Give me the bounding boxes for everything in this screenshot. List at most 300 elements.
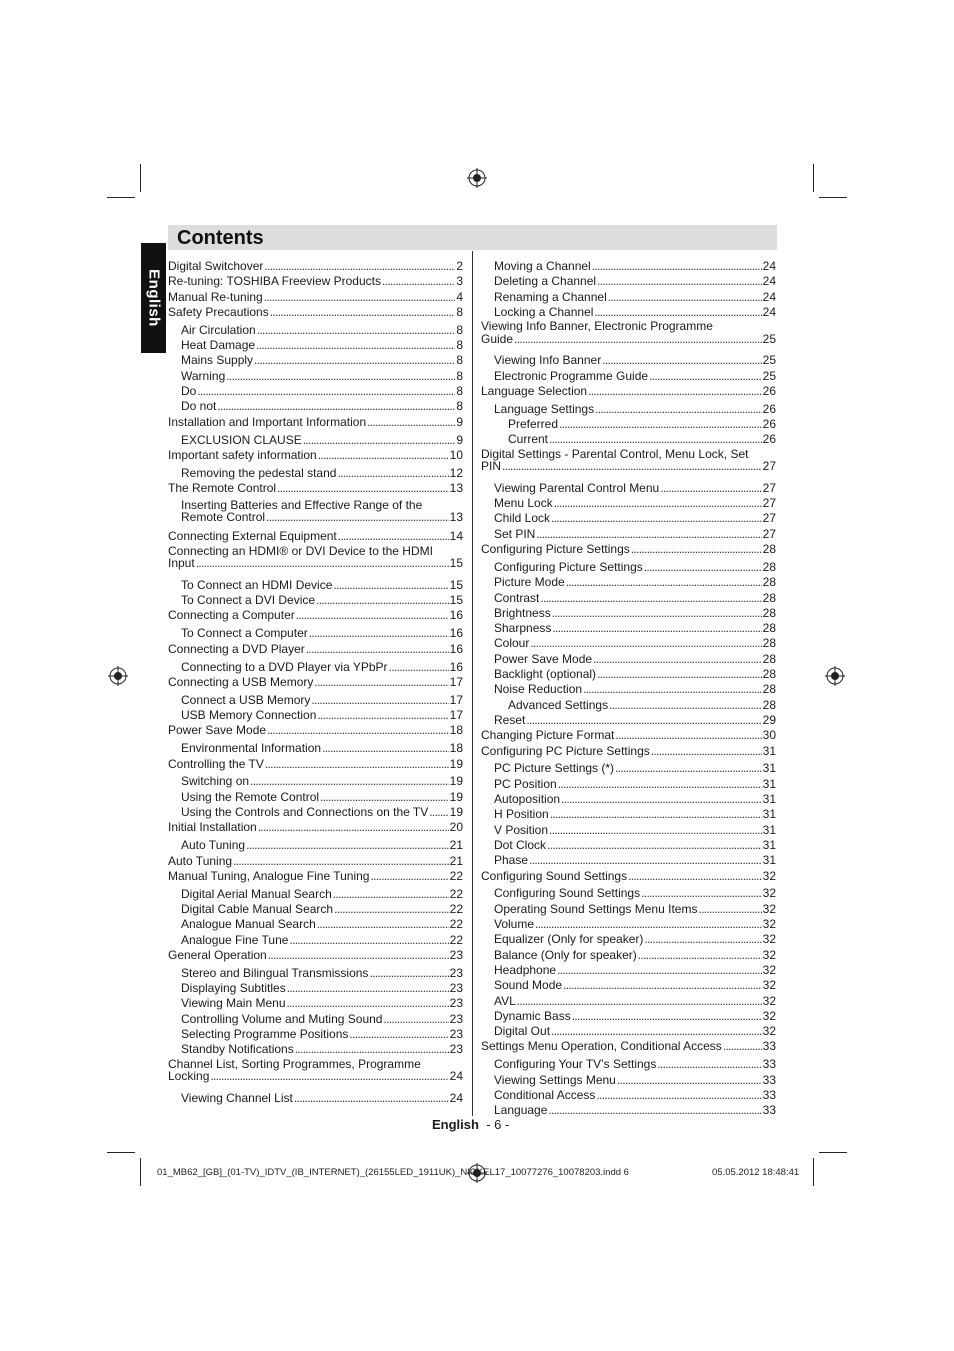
dot-leader xyxy=(561,792,762,807)
toc-entry-title: Power Save Mode xyxy=(494,651,593,666)
toc-page-number: 26 xyxy=(762,432,776,447)
toc-page-number: 31 xyxy=(762,853,776,868)
dot-leader xyxy=(382,274,455,289)
toc-entry[interactable] xyxy=(181,593,463,608)
dot-leader xyxy=(287,981,449,996)
toc-entry[interactable] xyxy=(494,353,776,368)
toc-entry[interactable] xyxy=(508,698,776,713)
toc-entry[interactable] xyxy=(168,290,463,305)
toc-page-number: 22 xyxy=(449,932,463,947)
toc-entry-title: Digital Aerial Manual Search xyxy=(181,886,332,901)
dot-leader xyxy=(594,305,761,320)
dot-leader xyxy=(317,708,448,723)
toc-entry[interactable] xyxy=(481,320,776,345)
toc-page-number: 28 xyxy=(762,621,776,636)
toc-entry-title: Displaying Subtitles xyxy=(181,981,286,996)
toc-page-number: 17 xyxy=(449,708,463,722)
dot-leader xyxy=(337,466,448,481)
toc-entry-title: Sharpness xyxy=(494,621,552,636)
toc-page-number: 13 xyxy=(449,510,463,525)
toc-entry[interactable] xyxy=(168,448,463,463)
toc-entry[interactable] xyxy=(494,527,776,542)
toc-entry[interactable] xyxy=(494,807,776,822)
toc-page-number: 16 xyxy=(449,608,463,623)
toc-entry[interactable] xyxy=(181,466,463,481)
toc-page-number: 15 xyxy=(449,593,463,608)
dot-leader xyxy=(270,305,456,320)
toc-page-number: 19 xyxy=(449,756,463,771)
toc-entry[interactable] xyxy=(494,838,776,853)
toc-page-number: 17 xyxy=(449,692,463,707)
toc-page-number: 21 xyxy=(449,853,463,868)
toc-entry[interactable] xyxy=(508,432,776,447)
dot-leader xyxy=(287,996,449,1011)
toc-entry[interactable] xyxy=(494,369,776,384)
dot-leader xyxy=(649,369,762,384)
toc-entry[interactable] xyxy=(181,353,463,368)
dot-leader xyxy=(264,290,456,305)
toc-entry[interactable] xyxy=(494,932,776,947)
toc-entry[interactable] xyxy=(168,820,463,835)
toc-entry[interactable] xyxy=(494,606,776,621)
toc-entry[interactable] xyxy=(168,1058,463,1083)
dot-leader xyxy=(233,854,449,869)
toc-page-number: 27 xyxy=(762,511,776,526)
crop-mark xyxy=(813,1158,814,1186)
dot-leader xyxy=(349,1027,448,1042)
toc-page-number: 28 xyxy=(762,682,776,697)
toc-page-number: 31 xyxy=(762,822,776,837)
toc-entry[interactable] xyxy=(181,790,463,805)
toc-page-number: 32 xyxy=(762,886,776,901)
toc-entry[interactable] xyxy=(181,981,463,996)
toc-entry-title: Controlling Volume and Muting Sound xyxy=(181,1011,383,1026)
toc-entry-title: Removing the pedestal stand xyxy=(181,465,337,480)
toc-entry[interactable] xyxy=(181,693,463,708)
dot-leader xyxy=(638,948,762,963)
dot-leader xyxy=(566,575,762,590)
toc-entry[interactable] xyxy=(181,338,463,353)
toc-entry-title: Do xyxy=(181,384,197,398)
dot-leader xyxy=(596,1088,761,1103)
dot-leader xyxy=(660,481,761,496)
dot-leader xyxy=(277,481,449,496)
toc-entry-title: Language Selection xyxy=(481,383,588,398)
toc-page-number: 14 xyxy=(449,529,463,544)
toc-entry[interactable] xyxy=(494,652,776,667)
dot-leader xyxy=(311,693,448,708)
toc-entry-title: Auto Tuning xyxy=(168,853,233,868)
toc-entry[interactable] xyxy=(168,608,463,623)
toc-column-right xyxy=(481,0,776,1351)
toc-entry-title: Digital Switchover xyxy=(168,259,264,273)
footer-language: English xyxy=(432,1117,479,1132)
toc-entry-title: Moving a Channel xyxy=(494,259,591,273)
toc-entry[interactable] xyxy=(181,1012,463,1027)
toc-entry-title: Viewing Channel List xyxy=(181,1090,293,1105)
dot-leader xyxy=(592,259,762,274)
toc-page-number: 25 xyxy=(762,331,776,346)
dot-leader xyxy=(572,1009,762,1024)
toc-entry[interactable] xyxy=(494,575,776,590)
dot-leader xyxy=(608,290,762,305)
toc-entry[interactable] xyxy=(494,761,776,776)
toc-entry-line xyxy=(181,511,463,524)
toc-entry-title: Initial Installation xyxy=(168,820,257,835)
toc-entry-title: Changing Picture Format xyxy=(481,728,615,743)
toc-entry-title: AVL xyxy=(494,993,516,1008)
dot-leader xyxy=(429,805,448,820)
toc-page-number: 28 xyxy=(762,575,776,590)
toc-entry[interactable] xyxy=(494,917,776,932)
dot-leader xyxy=(517,994,762,1009)
dot-leader xyxy=(303,433,456,448)
dot-leader xyxy=(559,417,762,432)
dot-leader xyxy=(295,1042,449,1057)
toc-page-number: 8 xyxy=(456,304,463,319)
toc-page-number: 31 xyxy=(762,743,776,758)
toc-entry[interactable] xyxy=(481,744,776,759)
toc-entry[interactable] xyxy=(494,290,776,305)
toc-page-number: 9 xyxy=(456,414,463,429)
toc-entry[interactable] xyxy=(168,274,463,289)
toc-entry[interactable] xyxy=(494,978,776,993)
toc-page-number: 16 xyxy=(449,641,463,656)
toc-entry[interactable] xyxy=(494,496,776,511)
toc-page-number: 8 xyxy=(456,338,463,353)
toc-entry-title: Reset xyxy=(494,712,526,727)
dot-leader xyxy=(651,744,762,759)
toc-entry-line xyxy=(168,557,463,570)
dot-leader xyxy=(550,807,762,822)
dot-leader xyxy=(597,274,762,289)
toc-page-number: 28 xyxy=(762,636,776,651)
toc-entry[interactable] xyxy=(494,902,776,917)
toc-entry-title: Settings Menu Operation, Conditional Access xyxy=(481,1039,722,1054)
toc-entry-title: Heat Damage xyxy=(181,338,256,353)
toc-entry-title: Channel List, Sorting Programmes, Programme xyxy=(168,1056,421,1071)
toc-entry[interactable] xyxy=(168,545,463,570)
crop-mark xyxy=(819,197,847,198)
dot-leader xyxy=(294,1091,449,1106)
toc-entry[interactable] xyxy=(181,966,463,981)
dot-leader xyxy=(549,432,762,447)
dot-leader xyxy=(289,933,448,948)
toc-entry[interactable] xyxy=(494,792,776,807)
dot-leader xyxy=(267,723,449,738)
toc-entry[interactable] xyxy=(168,305,463,320)
toc-entry-title: Analogue Fine Tune xyxy=(181,932,289,947)
toc-entry[interactable] xyxy=(181,1091,463,1106)
dot-leader xyxy=(257,323,456,338)
toc-entry[interactable] xyxy=(494,274,776,289)
toc-entry[interactable] xyxy=(494,621,776,636)
toc-entry[interactable] xyxy=(181,369,463,384)
toc-page-number: 23 xyxy=(449,947,463,962)
dot-leader xyxy=(370,869,448,884)
toc-entry-title: Configuring Sound Settings xyxy=(494,886,641,901)
toc-entry-title: Warning xyxy=(181,368,226,383)
toc-entry[interactable] xyxy=(481,384,776,399)
toc-entry-title: Balance (Only for speaker) xyxy=(494,947,637,962)
toc-entry[interactable] xyxy=(494,481,776,496)
toc-entry[interactable] xyxy=(494,511,776,526)
crop-mark xyxy=(107,1152,135,1153)
dot-leader xyxy=(631,542,762,557)
toc-entry[interactable] xyxy=(168,854,463,869)
toc-entry-title: Digital Out xyxy=(494,1024,551,1039)
toc-page-number: 13 xyxy=(449,481,463,495)
toc-entry-title: Noise Reduction xyxy=(494,682,583,697)
registration-mark-icon xyxy=(108,666,128,686)
toc-entry[interactable] xyxy=(494,853,776,868)
toc-entry-title: Electronic Programme Guide xyxy=(494,368,649,383)
toc-entry-title: Stereo and Bilingual Transmissions xyxy=(181,965,369,980)
toc-entry[interactable] xyxy=(168,757,463,772)
toc-entry[interactable] xyxy=(494,777,776,792)
dot-leader xyxy=(389,660,449,675)
toc-page-number: 16 xyxy=(449,626,463,641)
dot-leader xyxy=(549,823,762,838)
toc-page-number: 23 xyxy=(449,1027,463,1041)
toc-entry[interactable] xyxy=(181,660,463,675)
dot-leader xyxy=(628,869,762,884)
toc-entry-title: Controlling the TV xyxy=(168,756,264,771)
toc-entry-title: Current xyxy=(508,432,549,447)
toc-entry[interactable] xyxy=(494,1057,776,1072)
toc-page-number: 32 xyxy=(762,947,776,962)
toc-page-number: 33 xyxy=(762,1103,776,1118)
toc-entry[interactable] xyxy=(181,1042,463,1057)
toc-entry-title: Colour xyxy=(494,636,530,651)
toc-entry-title: Safety Precautions xyxy=(168,304,269,319)
toc-entry[interactable] xyxy=(181,323,463,338)
toc-entry[interactable] xyxy=(181,917,463,932)
toc-entry-title: Connecting a Computer xyxy=(168,608,295,623)
toc-entry-title: Do not xyxy=(181,399,217,414)
toc-entry[interactable] xyxy=(181,805,463,820)
print-slug-file: 01_MB62_[GB]_(01-TV)_IDTV_(IB_INTERNET)_(26155LED_1911UK)_NICKEL17_10077276_10078203.indd 6 xyxy=(157,1167,629,1178)
toc-entry[interactable] xyxy=(181,399,463,414)
toc-page-number: 32 xyxy=(762,868,776,883)
toc-entry-title: Power Save Mode xyxy=(168,723,267,738)
toc-entry-title: Auto Tuning xyxy=(181,838,246,853)
column-divider xyxy=(472,251,473,1116)
toc-page-number: 32 xyxy=(762,932,776,947)
dot-leader xyxy=(615,728,761,743)
dot-leader xyxy=(266,511,449,524)
toc-entry-title: Viewing Parental Control Menu xyxy=(494,480,660,495)
dot-leader xyxy=(723,1039,762,1054)
toc-entry[interactable] xyxy=(181,499,463,524)
toc-entry-title: Contrast xyxy=(494,590,540,605)
toc-page-number: 24 xyxy=(762,289,776,304)
toc-entry[interactable] xyxy=(494,886,776,901)
toc-entry[interactable] xyxy=(168,415,463,430)
toc-entry-title: Digital Settings - Parental Control, Menu Lock, Set xyxy=(481,446,749,461)
toc-entry[interactable] xyxy=(494,259,776,274)
toc-page-number: 31 xyxy=(762,792,776,806)
dot-leader xyxy=(558,777,762,792)
toc-page-number: 27 xyxy=(762,459,776,474)
dot-leader xyxy=(529,853,762,868)
dot-leader xyxy=(246,838,449,853)
toc-column-left xyxy=(168,0,463,1351)
toc-entry[interactable] xyxy=(168,529,463,544)
toc-entry[interactable] xyxy=(481,869,776,884)
toc-page-number: 32 xyxy=(762,993,776,1008)
toc-entry[interactable] xyxy=(494,305,776,320)
toc-page-number: 17 xyxy=(449,674,463,689)
toc-entry-title: Preferred xyxy=(508,417,559,432)
dot-leader xyxy=(609,698,762,713)
toc-page-number: 25 xyxy=(762,368,776,383)
toc-entry-title: Configuring Your TV’s Settings xyxy=(494,1057,657,1072)
toc-entry[interactable] xyxy=(168,723,463,738)
toc-entry[interactable] xyxy=(481,1039,776,1054)
toc-entry[interactable] xyxy=(181,578,463,593)
toc-entry-title: Language xyxy=(494,1103,548,1118)
toc-entry[interactable] xyxy=(494,963,776,978)
toc-page-number: 24 xyxy=(449,1069,463,1084)
toc-entry[interactable] xyxy=(494,402,776,417)
dot-leader xyxy=(317,917,449,932)
toc-entry[interactable] xyxy=(181,1027,463,1042)
toc-entry[interactable] xyxy=(181,741,463,756)
toc-entry-title: Phase xyxy=(494,853,529,868)
toc-entry-title: Connecting External Equipment xyxy=(168,529,337,544)
dot-leader xyxy=(535,917,762,932)
toc-entry[interactable] xyxy=(494,1073,776,1088)
dot-leader xyxy=(514,333,762,346)
toc-entry[interactable] xyxy=(181,887,463,902)
toc-entry[interactable] xyxy=(494,667,776,682)
toc-entry[interactable] xyxy=(481,542,776,557)
toc-entry-title: Using the Controls and Connections on the TV xyxy=(181,805,429,819)
dot-leader xyxy=(254,353,455,368)
toc-entry[interactable] xyxy=(494,682,776,697)
toc-entry-title: Connecting a DVD Player xyxy=(168,641,305,656)
toc-entry-title: Conditional Access xyxy=(494,1087,596,1102)
toc-entry[interactable] xyxy=(508,417,776,432)
toc-page-number: 16 xyxy=(449,659,463,674)
toc-entry-title: Advanced Settings xyxy=(508,697,609,712)
toc-entry-title: To Connect a DVI Device xyxy=(181,593,316,608)
toc-entry[interactable] xyxy=(494,948,776,963)
toc-entry[interactable] xyxy=(168,481,463,496)
toc-page-number: 23 xyxy=(449,996,463,1011)
toc-entry[interactable] xyxy=(494,636,776,651)
toc-entry[interactable] xyxy=(494,591,776,606)
toc-page-number: 23 xyxy=(449,1011,463,1026)
toc-page-number: 22 xyxy=(449,917,463,932)
toc-entry-title: Deleting a Channel xyxy=(494,274,597,289)
toc-page-number: 33 xyxy=(762,1072,776,1087)
toc-page-number: 28 xyxy=(762,590,776,605)
page-title: Contents xyxy=(177,227,264,249)
dot-leader xyxy=(210,1070,448,1083)
toc-page-number: 8 xyxy=(456,353,463,368)
toc-entry-title: Viewing Info Banner xyxy=(494,353,602,368)
toc-entry[interactable] xyxy=(168,948,463,963)
page-footer xyxy=(432,1117,509,1132)
dot-leader xyxy=(383,1012,448,1027)
toc-entry[interactable] xyxy=(494,560,776,575)
toc-entry[interactable] xyxy=(494,994,776,1009)
toc-entry[interactable] xyxy=(181,902,463,917)
toc-page-number: 15 xyxy=(449,556,463,571)
toc-page-number: 2 xyxy=(456,259,463,273)
toc-entry[interactable] xyxy=(494,713,776,728)
toc-entry-title: To Connect an HDMI Device xyxy=(181,577,333,592)
toc-page-number: 18 xyxy=(449,723,463,738)
toc-entry-line xyxy=(481,460,776,473)
crop-mark xyxy=(107,197,135,198)
dot-leader xyxy=(526,713,761,728)
dot-leader xyxy=(306,642,449,657)
toc-page-number: 8 xyxy=(456,368,463,383)
toc-entry[interactable] xyxy=(181,996,463,1011)
toc-entry-title: General Operation xyxy=(168,947,267,962)
toc-page-number: 24 xyxy=(762,259,776,273)
toc-entry[interactable] xyxy=(494,823,776,838)
toc-entry[interactable] xyxy=(494,1088,776,1103)
toc-entry[interactable] xyxy=(181,774,463,789)
dot-leader xyxy=(641,886,762,901)
toc-page-number: 28 xyxy=(762,651,776,666)
toc-entry[interactable] xyxy=(181,433,463,448)
toc-entry[interactable] xyxy=(494,1009,776,1024)
toc-entry[interactable] xyxy=(494,1024,776,1039)
toc-page-number: 32 xyxy=(762,901,776,916)
toc-entry-title: Language Settings xyxy=(494,401,595,416)
toc-entry[interactable] xyxy=(168,869,463,884)
toc-entry[interactable] xyxy=(481,448,776,473)
dot-leader xyxy=(334,902,449,917)
toc-entry[interactable] xyxy=(168,259,463,274)
dot-leader xyxy=(615,761,762,776)
dot-leader xyxy=(552,621,761,636)
toc-entry-title: H Position xyxy=(494,807,549,822)
toc-entry[interactable] xyxy=(181,626,463,641)
toc-entry-title: Autoposition xyxy=(494,792,561,806)
dot-leader xyxy=(264,259,455,274)
toc-entry[interactable] xyxy=(181,708,463,723)
toc-entry-title: Configuring Picture Settings xyxy=(481,542,630,556)
toc-entry-title: Configuring Picture Settings xyxy=(494,559,643,574)
toc-page-number: 24 xyxy=(762,274,776,289)
toc-entry[interactable] xyxy=(494,1103,776,1118)
registration-mark-icon xyxy=(825,666,845,686)
toc-entry-title: Selecting Programme Positions xyxy=(181,1027,349,1041)
dot-leader xyxy=(548,1103,761,1118)
dot-leader xyxy=(588,384,762,399)
toc-entry-title: Connecting a USB Memory xyxy=(168,674,314,689)
toc-entry[interactable] xyxy=(168,642,463,657)
toc-entry[interactable] xyxy=(481,728,776,743)
dot-leader xyxy=(602,353,761,368)
toc-entry[interactable] xyxy=(168,675,463,690)
toc-entry[interactable] xyxy=(181,933,463,948)
toc-entry-title: Volume xyxy=(494,917,535,931)
toc-page-number: 33 xyxy=(762,1057,776,1072)
toc-page-number: 30 xyxy=(762,728,776,743)
toc-entry[interactable] xyxy=(181,384,463,399)
toc-page-number: 31 xyxy=(762,807,776,822)
toc-entry-title: Configuring Sound Settings xyxy=(481,868,628,883)
crop-mark xyxy=(140,164,141,192)
toc-entry[interactable] xyxy=(181,838,463,853)
